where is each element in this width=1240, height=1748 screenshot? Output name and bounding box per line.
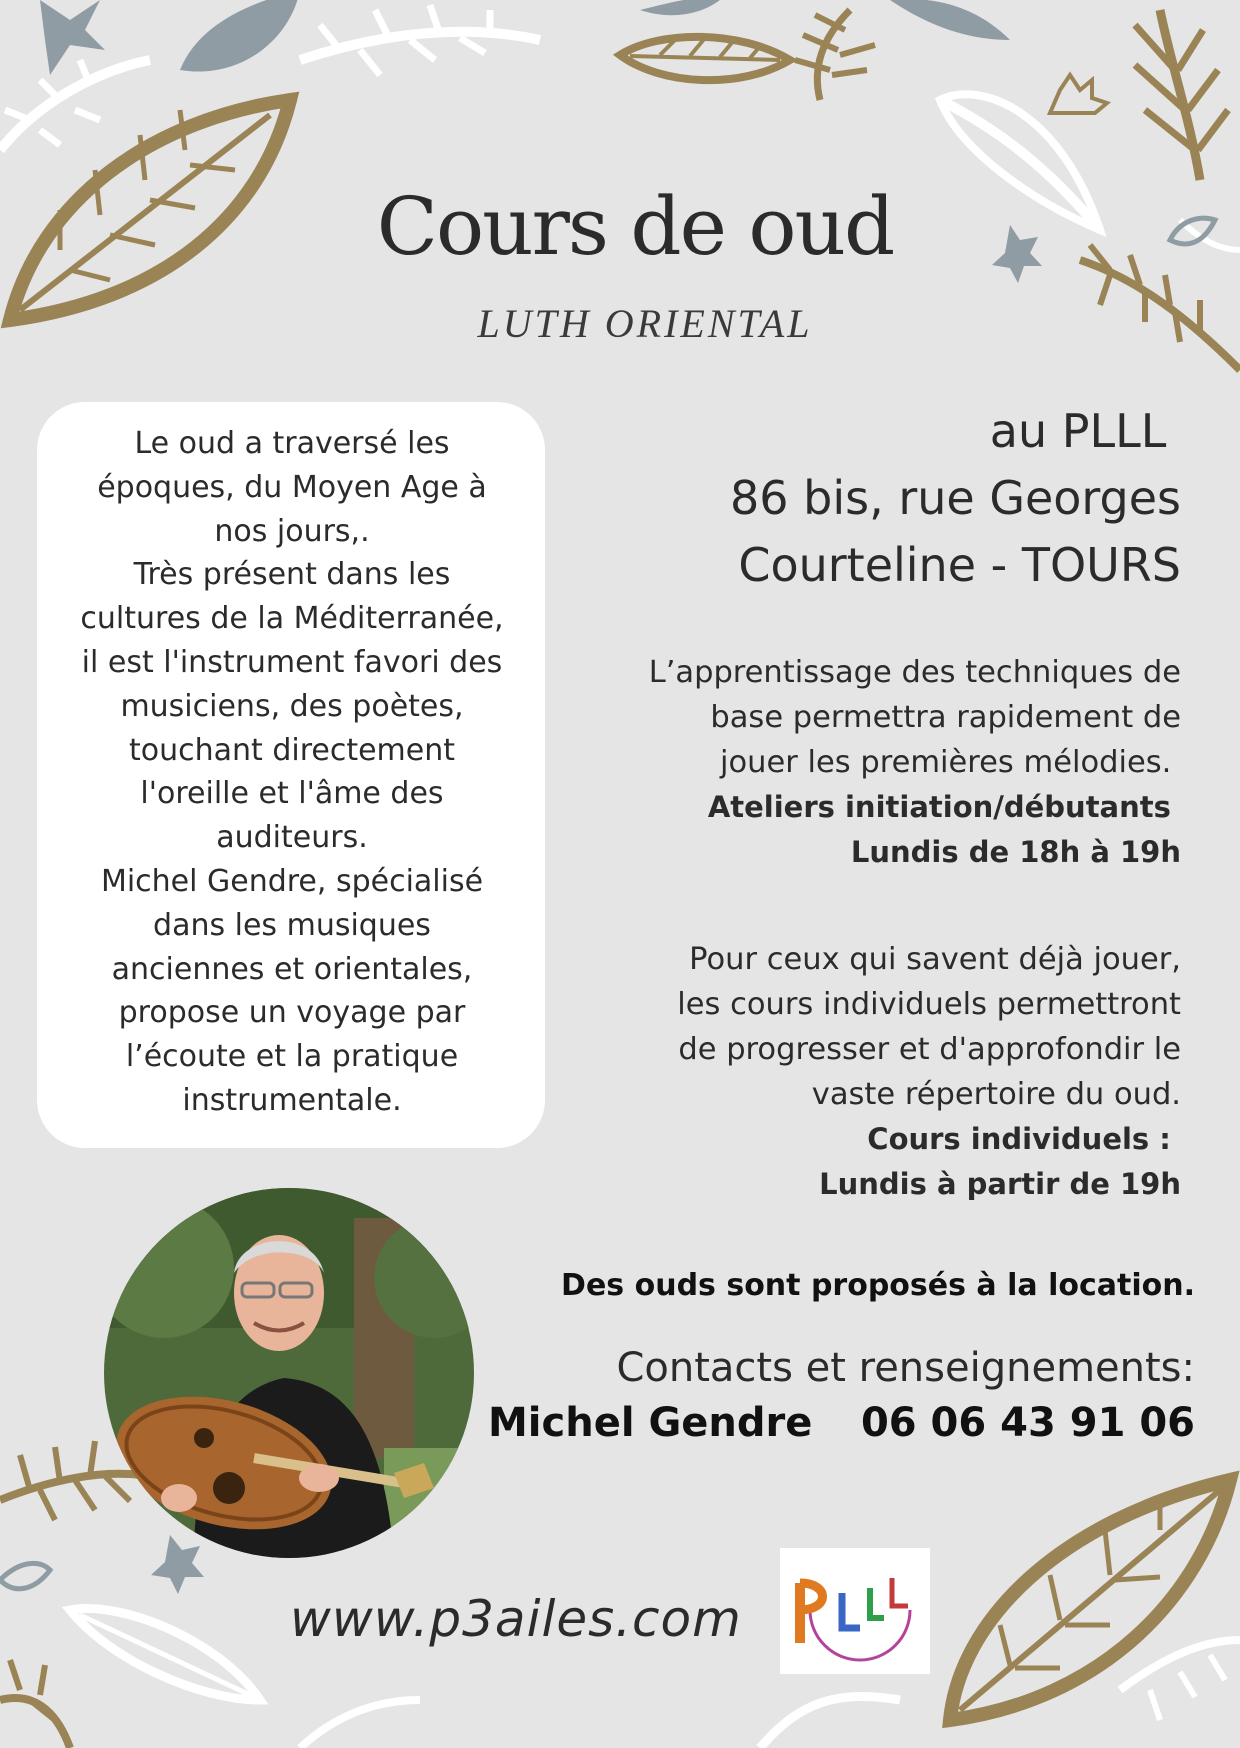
beginners-workshop-label: Ateliers initiation/débutants — [707, 790, 1181, 824]
page-subtitle: LUTH ORIENTAL — [477, 301, 813, 346]
individual-label: Cours individuels : — [867, 1122, 1181, 1156]
rental-notice: Des ouds sont proposés à la location. — [561, 1268, 1195, 1303]
website-link[interactable]: www.p3ailes.com — [290, 1590, 742, 1648]
page-title: Cours de oud — [376, 180, 894, 273]
contact-name: Michel Gendre — [488, 1400, 813, 1446]
intro-line: époques, du Moyen Age à — [97, 469, 487, 505]
plll-logo-mark — [780, 1548, 930, 1674]
venue-city: Courteline - TOURS — [738, 538, 1181, 592]
intro-line: instrumentale. — [182, 1082, 402, 1118]
beginners-text: L’apprentissage des techniques de — [648, 655, 1181, 690]
individual-schedule: Lundis à partir de 19h — [819, 1167, 1181, 1201]
teacher-photo — [104, 1188, 474, 1558]
intro-line: propose un voyage par — [118, 995, 466, 1031]
beginners-schedule: Lundis de 18h à 19h — [850, 835, 1181, 869]
intro-line: touchant directement — [128, 732, 455, 768]
intro-line: l’écoute et la pratique — [125, 1039, 459, 1075]
beginners-text: jouer les premières mélodies. — [720, 745, 1181, 780]
beginners-text: base permettra rapidement de — [710, 700, 1181, 735]
intro-line: Le oud a traversé les — [134, 426, 450, 461]
individual-text: Pour ceux qui savent déjà jouer, — [689, 942, 1181, 977]
intro-line: l'oreille et l'âme des — [140, 776, 444, 812]
leaf-gold-top — [620, 10, 875, 100]
intro-line: Michel Gendre, spécialisé — [100, 863, 484, 899]
contact-heading: Contacts et renseignements: — [616, 1345, 1195, 1391]
intro-line: cultures de la Méditerranée, — [80, 601, 504, 637]
intro-line: anciennes et orientales, — [111, 951, 473, 987]
intro-text — [50, 422, 534, 1123]
individual-text: les cours individuels permettront — [677, 987, 1181, 1022]
venue-address — [730, 398, 1181, 599]
intro-line: musiciens, des poètes, — [120, 688, 464, 724]
intro-line: dans les musiques — [153, 907, 431, 943]
individual-section — [677, 937, 1181, 1207]
contact-phone[interactable]: 06 06 43 91 06 — [860, 1400, 1195, 1446]
venue-name: au PLLL — [989, 404, 1181, 458]
intro-line: il est l'instrument favori des — [81, 644, 503, 680]
venue-street: 86 bis, rue Georges — [730, 471, 1181, 525]
plll-logo — [780, 1548, 930, 1674]
intro-line: auditeurs. — [216, 820, 368, 856]
individual-text: vaste répertoire du oud. — [811, 1077, 1181, 1112]
intro-line: Très présent dans les — [133, 557, 451, 593]
individual-text: de progresser et d'approfondir le — [678, 1032, 1181, 1067]
intro-line: nos jours,. — [214, 513, 370, 549]
beginners-section — [649, 650, 1181, 875]
